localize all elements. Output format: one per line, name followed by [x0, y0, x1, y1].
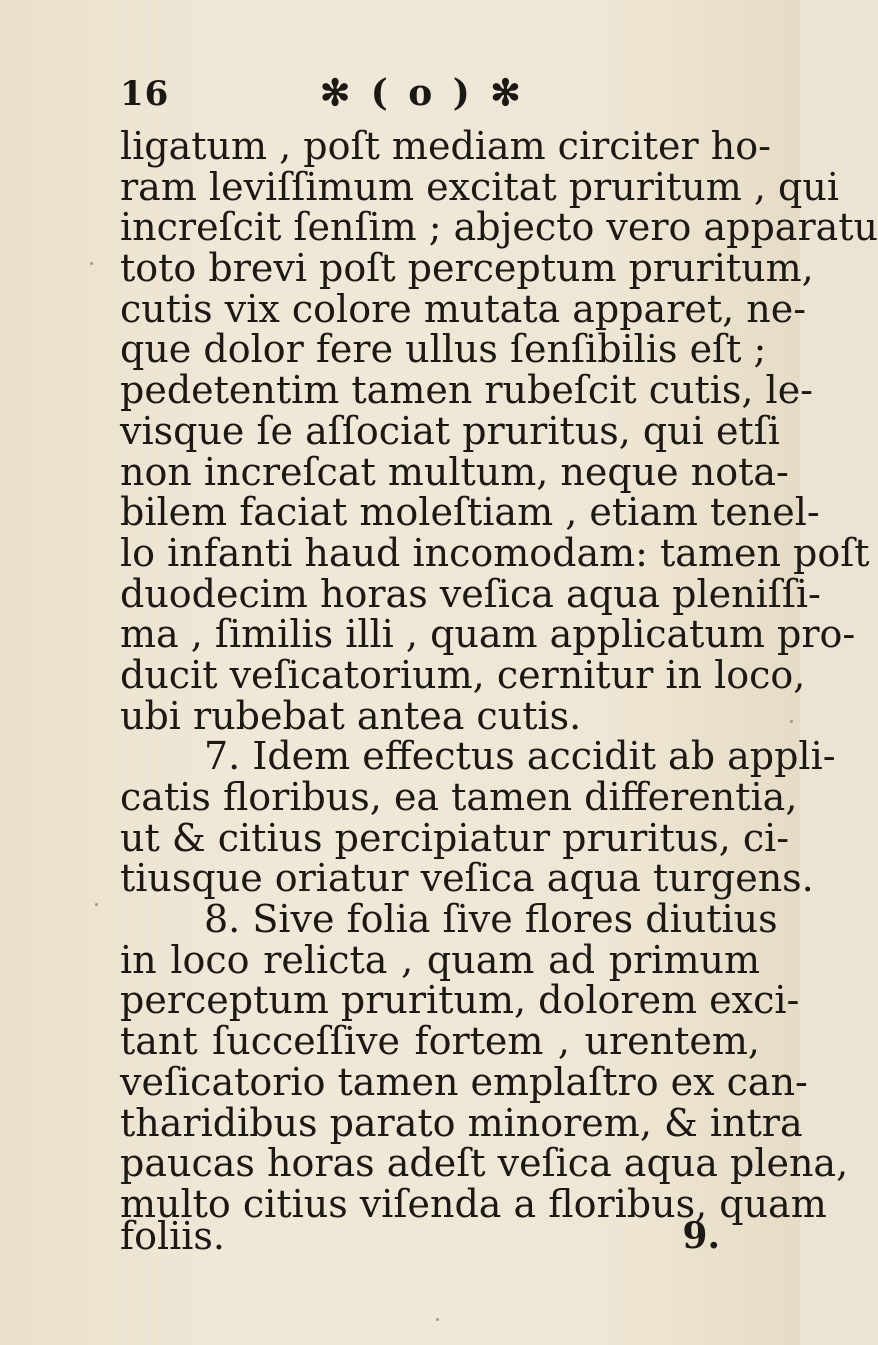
- text-line: perceptum pruritum, dolorem exci-: [120, 978, 800, 1023]
- text-line: ligatum , poſt mediam circiter ho-: [120, 124, 771, 168]
- text-line: catis floribus, ea tamen differentia,: [120, 775, 798, 819]
- text-line: multo citius viſenda a floribus, quam: [120, 1181, 827, 1226]
- paragraph-end-line: ubi rubebat antea cutis.: [120, 693, 582, 738]
- text-line: tharidibus parato minorem, & intra: [120, 1100, 803, 1145]
- final-line: foliis.: [120, 1214, 225, 1258]
- text-line: non increſcat multum, neque nota-: [120, 449, 789, 494]
- ink-speck: [790, 720, 793, 723]
- catchword: 9.: [682, 1215, 720, 1257]
- page-footer: [120, 1216, 760, 1260]
- text-line: visque ſe aſſociat pruritus, qui etſi: [120, 408, 780, 453]
- text-line: ducit veſicatorium, cernitur in loco,: [120, 652, 806, 697]
- ink-speck: [436, 1318, 439, 1321]
- text-line: increſcit ſenſim ; abjecto vero apparatu: [120, 205, 878, 250]
- page-number: 16: [120, 74, 170, 114]
- text-line: bilem faciat moleſtiam , etiam tenel-: [120, 490, 820, 535]
- text-line: in loco relicta , quam ad primum: [120, 937, 760, 982]
- text-line: duodecim horas veſica aqua pleniſſi-: [120, 571, 821, 616]
- text-line: que dolor fere ullus ſenſibilis eſt ;: [120, 327, 767, 372]
- ink-speck: [95, 903, 98, 906]
- text-line: veſicatorio tamen emplaſtro ex can-: [120, 1059, 808, 1104]
- text-line: paucas horas adeſt veſica aqua plena,: [120, 1141, 849, 1186]
- section-8-start-line: 8. Sive folia ſive flores diutius: [204, 897, 778, 942]
- text-line: tant ſucceſſive fortem , urentem,: [120, 1019, 760, 1064]
- text-line: ma , ſimilis illi , quam applicatum pro-: [120, 612, 856, 657]
- text-line: pedetentim tamen rubeſcit cutis, le-: [120, 368, 814, 413]
- page-header: [120, 72, 680, 122]
- text-line: ram leviſſimum excitat pruritum , qui: [120, 164, 839, 209]
- running-head-ornament: ✻ ( o ) ✻: [320, 72, 525, 114]
- text-line: ut & citius percipiatur pruritus, ci-: [120, 815, 790, 860]
- text-line: toto brevi poſt perceptum pruritum,: [120, 246, 814, 291]
- ink-speck: [90, 262, 93, 265]
- body-text: [120, 124, 878, 1226]
- section-7-start-line: 7. Idem effectus accidit ab appli-: [204, 734, 836, 779]
- text-line: cutis vix colore mutata apparet, ne-: [120, 286, 807, 331]
- text-line: tiusque oriatur veſica aqua turgens.: [120, 856, 814, 901]
- text-line: lo infanti haud incomodam: tamen poſt: [120, 530, 870, 575]
